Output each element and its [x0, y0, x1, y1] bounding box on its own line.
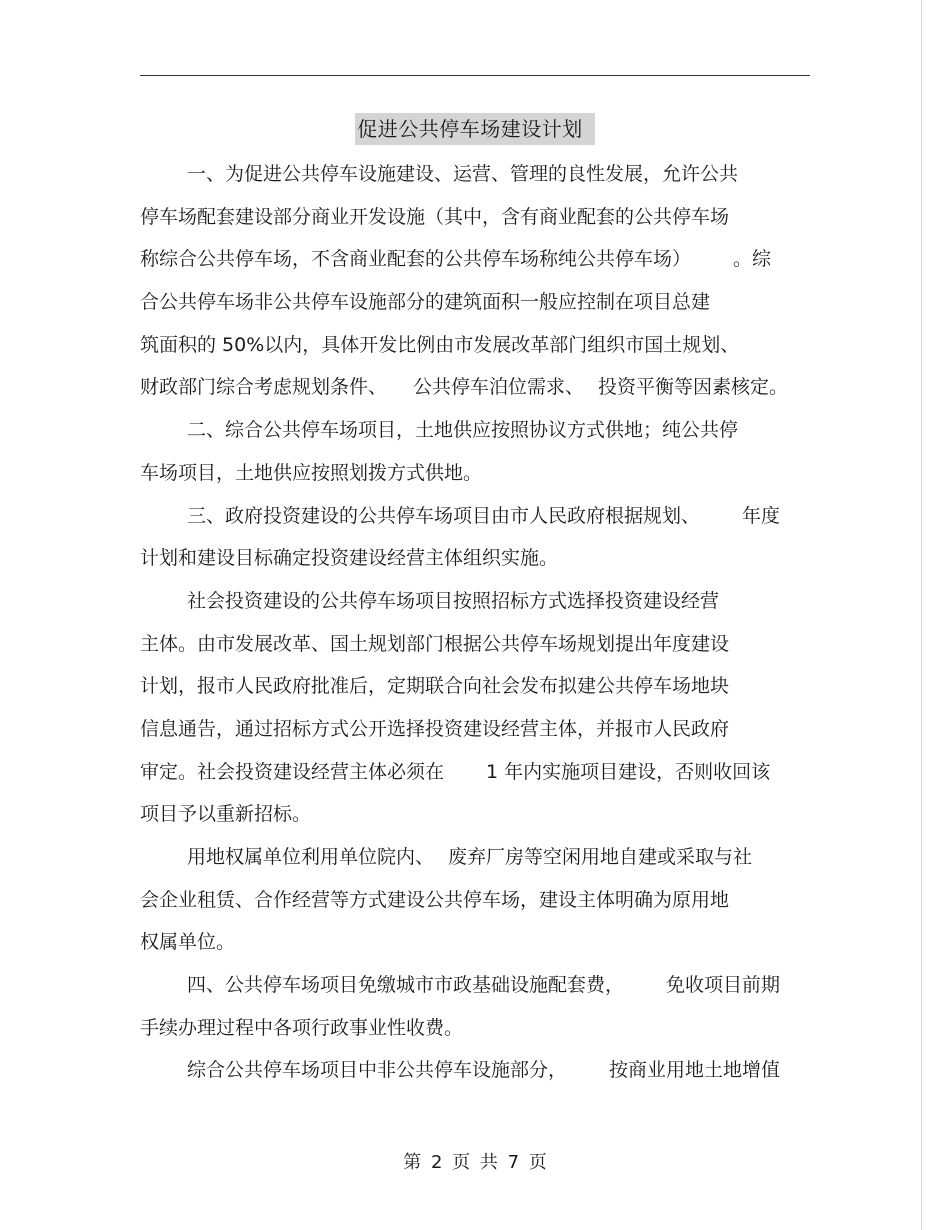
- text-line: [140, 1007, 810, 1050]
- footer-page-word: 页: [452, 1152, 471, 1173]
- header-rule: [140, 75, 810, 76]
- footer-suffix: 页: [528, 1152, 547, 1173]
- document-title: 促进公共停车场建设计划: [355, 113, 595, 145]
- text-line: [140, 153, 810, 196]
- text-span: 二、综合公共停车场项目，土地供应按照协议方式供地；纯公共停: [187, 419, 739, 442]
- text-span: 一、为促进公共停车设施建设、运营、管理的良性发展，允许公共: [187, 163, 739, 185]
- text-span: 项目予以重新招标。: [140, 803, 312, 826]
- page-footer: [0, 1150, 950, 1176]
- text-span: 综合公共停车场项目中非公共停车设施部分，: [187, 1059, 568, 1082]
- text-span: 免收项目前期: [666, 974, 781, 997]
- text-line: [140, 281, 810, 324]
- text-line: [140, 452, 810, 495]
- text-line: [140, 409, 810, 452]
- text-span: 主体。由市发展改革、国土规划部门根据公共停车场规划提出年度建设: [140, 632, 730, 655]
- text-line: [140, 836, 810, 879]
- text-line: [140, 1049, 810, 1092]
- text-line: [140, 751, 810, 794]
- text-line: [140, 879, 810, 922]
- text-line: [140, 665, 810, 708]
- text-span: 用地权属单位利用单位院内、: [187, 846, 435, 868]
- text-span: 信息通告，通过招标方式公开选择投资建设经营主体，并报市人民政府: [140, 717, 730, 740]
- text-span: 计划和建设目标确定投资建设经营主体组织实施。: [140, 547, 559, 570]
- text-line: [140, 324, 810, 367]
- page-edge-divider: [921, 0, 922, 1230]
- text-line: [140, 366, 810, 409]
- text-span: 筑面积的 50%以内，具体开发比例由市发展改革部门组织市国土规划、: [140, 333, 740, 356]
- text-line: [140, 623, 810, 666]
- text-span: 社会投资建设的公共停车场项目按照招标方式选择投资建设经营: [187, 589, 720, 612]
- text-span: 投资平衡等因素核定。: [598, 376, 789, 399]
- text-line: [140, 495, 810, 538]
- text-span: 公共停车泊位需求、: [413, 376, 585, 399]
- text-line: [140, 708, 810, 751]
- text-line: [140, 921, 810, 964]
- text-span: 按商业用地土地增值: [609, 1059, 781, 1082]
- text-line: [140, 964, 810, 1007]
- text-span: 废弃厂房等空闲用地自建或采取与社: [448, 846, 753, 868]
- title-container: [0, 113, 950, 145]
- footer-prefix: 第: [403, 1152, 422, 1173]
- text-span: 四、公共停车场项目免缴城市市政基础设施配套费，: [187, 974, 625, 997]
- text-line: [140, 238, 810, 281]
- total-pages-number: 7: [507, 1152, 520, 1173]
- text-span: 停车场配套建设部分商业开发设施（其中，含有商业配套的公共停车场: [140, 205, 730, 228]
- text-span: 合公共停车场非公共停车设施部分的建筑面积一般应控制在项目总建: [140, 291, 711, 314]
- text-line: [140, 793, 810, 836]
- current-page-number: 2: [430, 1152, 443, 1173]
- text-line: [140, 196, 810, 239]
- text-span: 1 年内实施项目建设，否则收回该: [486, 760, 771, 783]
- text-span: 审定。社会投资建设经营主体必须在: [140, 760, 445, 783]
- text-span: 财政部门综合考虑规划条件、: [140, 376, 388, 399]
- text-span: 手续办理过程中各项行政事业性收费。: [140, 1016, 464, 1039]
- text-span: 权属单位。: [140, 931, 236, 954]
- text-span: 年度: [742, 504, 781, 527]
- text-span: 车场项目，土地供应按照划拨方式供地。: [140, 461, 483, 484]
- text-span: 会企业租赁、合作经营等方式建设公共停车场，建设主体明确为原用地: [140, 888, 730, 911]
- text-span: 计划，报市人民政府批准后，定期联合向社会发布拟建公共停车场地块: [140, 675, 730, 698]
- text-line: [140, 537, 810, 580]
- text-span: 称综合公共停车场，不含商业配套的公共停车场称纯公共停车场）: [140, 248, 692, 271]
- document-body: [140, 153, 810, 1092]
- footer-total-word: 共: [479, 1152, 498, 1173]
- text-line: [140, 580, 810, 623]
- text-span: 。综: [733, 248, 772, 271]
- text-span: 三、政府投资建设的公共停车场项目由市人民政府根据规划、: [187, 504, 701, 527]
